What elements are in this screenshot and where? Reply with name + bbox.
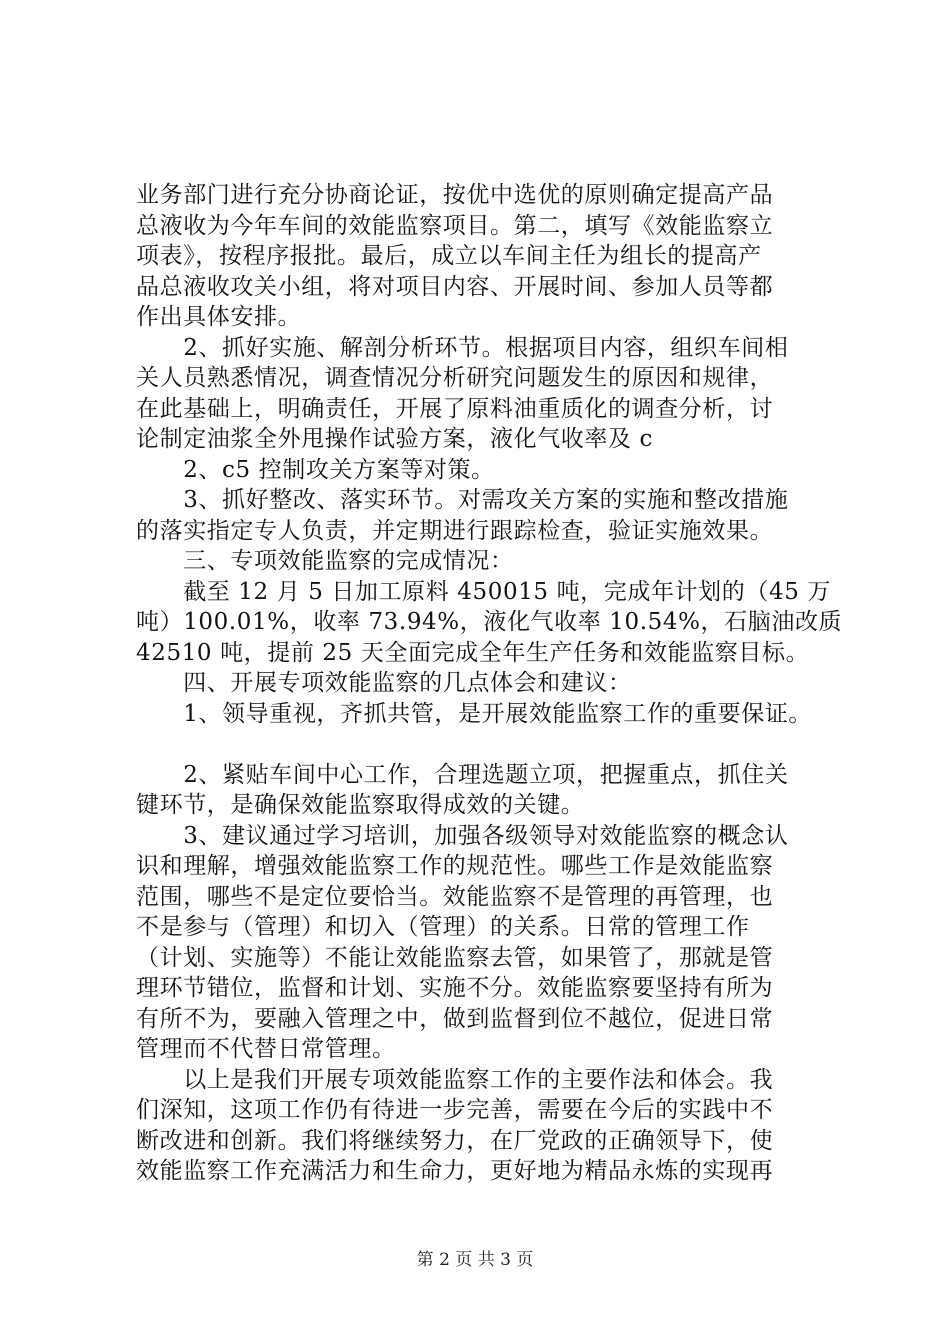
blank-line — [136, 729, 836, 760]
text-line: 品总液收攻关小组，将对项目内容、开展时间、参加人员等都 — [136, 273, 774, 300]
text-line: 2、c5 控制攻关方案等对策。 — [136, 456, 495, 483]
document-body — [136, 180, 843, 1187]
text-line: 的落实指定专人负责，并定期进行跟踪检查，验证实施效果。 — [136, 517, 774, 544]
text-line: 2、抓好实施、解剖分析环节。根据项目内容，组织车间相 — [136, 334, 789, 361]
text-line: 论制定油浆全外甩操作试验方案，液化气收率及 c — [136, 426, 653, 452]
text-line: 作出具体安排。 — [136, 304, 302, 330]
text-line: 识和理解，增强效能监察工作的规范性。哪些工作是效能监察 — [136, 853, 774, 879]
text-line: 3、建议通过学习培训，加强各级领导对效能监察的概念认 — [136, 822, 789, 849]
text-line: 3、抓好整改、落实环节。对需攻关方案的实施和整改措施 — [136, 487, 789, 513]
text-line: 四、开展专项效能监察的几点体会和建议： — [136, 670, 632, 696]
text-line: 有所不为，要融入管理之中，做到监督到位不越位，促进日常 — [136, 1005, 774, 1032]
text-line: （计划、实施等）不能让效能监察去管，如果管了，那就是管 — [136, 944, 774, 971]
text-line: 42510 吨，提前 25 天全面完成全年生产任务和效能监察目标。 — [136, 639, 810, 666]
text-line: 2、紧贴车间中心工作，合理选题立项，把握重点，抓住关 — [136, 761, 789, 788]
text-line: 以上是我们开展专项效能监察工作的主要作法和体会。我 — [136, 1066, 774, 1093]
text-line: 总液收为今年车间的效能监察项目。第二，填写《效能监察立 — [136, 212, 774, 239]
text-line: 不是参与（管理）和切入（管理）的关系。日常的管理工作 — [136, 914, 750, 940]
page-footer: 第 2 页 共 3 页 — [416, 1250, 534, 1270]
text-line: 管理而不代替日常管理。 — [136, 1036, 396, 1062]
text-line: 断改进和创新。我们将继续努力，在厂党政的正确领导下，使 — [136, 1127, 774, 1154]
text-line: 截至 12 月 5 日加工原料 450015 吨，完成年计划的（45 万 — [136, 578, 831, 605]
text-line: 三、专项效能监察的完成情况： — [136, 548, 514, 574]
text-line: 范围，哪些不是定位要恰当。效能监察不是管理的再管理，也 — [136, 883, 774, 910]
text-line: 键环节，是确保效能监察取得成效的关键。 — [136, 792, 585, 818]
text-line: 效能监察工作充满活力和生命力，更好地为精品永炼的实现再 — [136, 1158, 774, 1184]
text-line: 项表》，按程序报批。最后，成立以车间主任为组长的提高产 — [136, 243, 762, 269]
text-line: 1、领导重视，齐抓共管，是开展效能监察工作的重要保证。 — [136, 700, 813, 727]
text-line: 在此基础上，明确责任，开展了原料油重质化的调查分析，讨 — [136, 395, 774, 422]
text-line: 业务部门进行充分协商论证，按优中选优的原则确定提高产品 — [136, 182, 774, 208]
text-line: 吨）100.01%，收率 73.94%，液化气收率 10.54%，石脑油改质 — [136, 609, 843, 635]
text-line: 关人员熟悉情况，调查情况分析研究问题发生的原因和规律， — [136, 365, 774, 391]
text-line: 们深知，这项工作仍有待进一步完善，需要在今后的实践中不 — [136, 1097, 774, 1123]
text-line: 理环节错位，监督和计划、实施不分。效能监察要坚持有所为 — [136, 975, 774, 1001]
